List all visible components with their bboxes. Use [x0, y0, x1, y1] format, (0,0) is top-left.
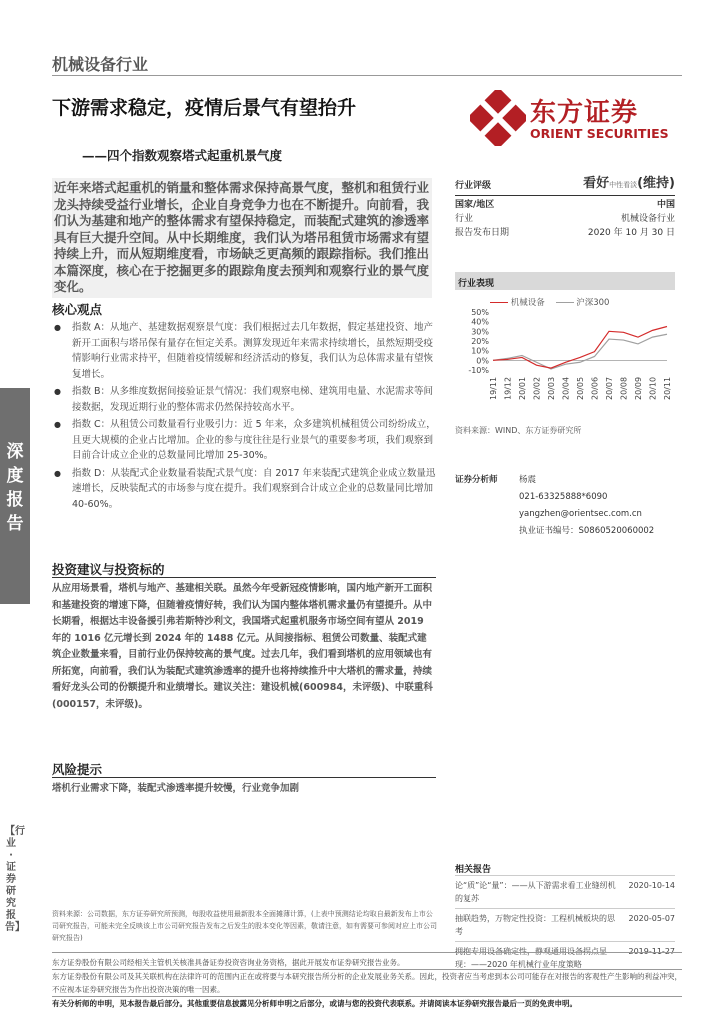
- rating-row: [455, 170, 675, 196]
- x-tick-label: 20/04: [561, 376, 571, 400]
- related-item[interactable]: 抽联趋势，万物定性投资：工程机械板块的思考 2020-05-07: [455, 908, 675, 941]
- y-tick-label: 0%: [476, 356, 489, 366]
- related-item[interactable]: 论“质”论“量”：——从下游需求看工业缝纫机的复苏 2020-10-14: [455, 875, 675, 908]
- y-tick-label: 20%: [471, 337, 489, 346]
- x-tick-label: 20/01: [518, 376, 527, 400]
- side-tab-report-type: [0, 388, 30, 604]
- summary-box: 近年来塔式起重机的销量和整体需求保持高景气度，整机和租赁行业龙头持续受益行业增长，企业自身竞争力也在不断提升。向前看，我们认为基建和地产的整体需求有望保持稳定，而装配式建筑的渗透率具有巨大提升空间。从中长期维度，我们认为塔吊租赁市场需求有望持续上升，而从短期维度看，市场缺乏更高频的跟踪指标。我们推出本篇深度，核心在于挖掘更多的跟踪角度去预判和观察行业的景气度变化。: [52, 178, 432, 298]
- header-rule: [52, 75, 682, 76]
- footer-line-2: 东方证券股份有限公司及其关联机构在法律许可的范围内正在或将要与本研究报告所分析的企业发展业务关系。因此，投资者应当考虑到本公司可能存在对报告的客观性产生影响的利益冲突，不应视本证券研究报告为作出投资决策的唯一因素。: [52, 969, 682, 996]
- legend-label-b: 沪深300: [576, 298, 610, 308]
- x-tick-label: 20/09: [634, 376, 643, 400]
- x-tick-label: 20/10: [648, 376, 658, 400]
- footer-line-1: 东方证券股份有限公司经相关主管机关核准具备证券投资咨询业务资格，据此开展发布证券研究报告业务。: [52, 958, 405, 967]
- bullet-item: ● 指数 C：从租赁公司数量看行业吸引力：近 5 年来，众多建筑机械租赁公司纷纷成立，且更大规模的企业占比增加。企业的参与度往往是行业景气的重要参考项，我们观察到目前合计成立企业的总数量同比增加 25-30%。: [52, 417, 436, 464]
- y-tick-label: 40%: [471, 317, 489, 327]
- sector-label: 机械设备行业: [52, 55, 149, 74]
- disclosure-note: 资料来源：公司数据，东方证券研究所预测，每股收益使用最新股本全面摊薄计算，(上表中预测结论均取自最新发布上市公司研究报告，可能未完全反映该上市公司研究报告发布之后发生的股本变化等因素，敬请注意，如有需要可参阅对应上市公司研究报告): [52, 910, 437, 942]
- y-tick-label: 50%: [471, 308, 489, 317]
- analyst-label: 证券分析师: [455, 475, 498, 485]
- rating-label: 行业评级: [455, 181, 492, 191]
- chart-source: 资料来源：WIND、东方证券研究所: [455, 426, 582, 435]
- side-tab-category: [0, 826, 25, 946]
- analyst-email[interactable]: yangzhen@orientsec.com.cn: [519, 509, 642, 519]
- company-logo: [470, 88, 680, 152]
- bullet-item: ● 指数 D：从装配式企业数量看装配式景气度：自 2017 年来装配式建筑企业成立数量迅速增长，反映装配式的市场参与度在提升。我们观察到合计成立企业的总数量同比增加 40-60%。: [52, 466, 436, 513]
- report-subtitle: ——四个指数观察塔式起重机景气度: [82, 148, 283, 163]
- y-tick-label: 10%: [471, 346, 489, 356]
- risk-text: 塔机行业需求下降，装配式渗透率提升较慢，行业竞争加剧: [52, 783, 300, 794]
- section-rule: [52, 577, 436, 578]
- info-row: 国家/地区 中国: [455, 200, 675, 210]
- analyst-name: 杨震: [519, 475, 537, 485]
- investment-text: 从应用场景看，塔机与地产、基建相关联。虽然今年受新冠疫情影响，国内地产新开工面积和基建投资的增速下降，但随着疫情好转，我们认为国内整体塔机需求量仍有望提升。从中长期看，根据达丰设备援引弗若斯特沙利文，我国塔式起重机服务市场空间有望从 2019 年的 1016 亿元增长到 2024 年的 1488 亿元。从间接指标、租赁公司数量、装配式建筑企业数量来看，目前行业仍保持较高的景气度。过去几年，我们看到塔机的应用领域也有所拓宽，向前看，我们认为装配式建筑渗透率的提升也将持续推升中大塔机的需求量，持续看好龙头公司的份额提升和业绩增长。建议关注：建设机械(600984，未评级)、中联重科(000157，未评级)。: [52, 583, 433, 710]
- section-rule: [52, 777, 436, 778]
- performance-chart: [455, 302, 675, 417]
- investment-heading: 投资建议与投资标的: [52, 562, 165, 577]
- core-bullets: [52, 320, 436, 514]
- logo-text-cn: 东方证券: [530, 98, 639, 128]
- analyst-block: [455, 472, 675, 540]
- x-tick-label: 20/03: [547, 376, 556, 400]
- x-tick-label: 20/08: [619, 376, 629, 400]
- rating-maintain: (维持): [637, 176, 675, 191]
- x-tick-label: 20/05: [576, 376, 585, 400]
- x-tick-label: 20/02: [532, 376, 542, 400]
- bullet-item: ● 指数 B：从多维度数据间接验证景气情况：我们观察电梯、建筑用电量、水泥需求等间接数据，发现近期行业的整体需求仍然保持较高水平。: [52, 384, 436, 415]
- rating-value: [583, 172, 675, 191]
- related-item[interactable]: 拥抱专用设备确定性，静观通用设备拐点显现：——2020 年机械行业年度策略 2019-11-27: [455, 941, 675, 974]
- logo-text-en: ORIENT SECURITIES: [530, 126, 669, 141]
- footer-line-3: 有关分析师的申明，见本报告最后部分。其他重要信息披露见分析师申明之后部分，或请与您的投资代表联系。并请阅读本证券研究报告最后一页的免责申明。: [52, 996, 682, 1010]
- perf-heading: 行业表现: [455, 272, 675, 290]
- analyst-cert: 执业证书编号：S0860520060002: [519, 526, 655, 536]
- footer: [52, 952, 682, 1010]
- side-tab2-text: 【行业·证券研究报告】: [5, 826, 25, 933]
- x-tick-label: 20/11: [663, 376, 672, 400]
- analyst-phone: 021-63325888*6090: [519, 492, 608, 502]
- x-tick-label: 19/12: [503, 376, 513, 400]
- related-heading: 相关报告: [455, 865, 492, 875]
- y-tick-label: 30%: [471, 327, 489, 337]
- bullet-item: ● 指数 A：从地产、基建数据观察景气度：我们根据过去几年数据，假定基建投资、地产新开工面积与塔吊保有量存在恒定关系。测算发现近年来需求持续增长，虽然短期受疫情影响行业需求持平，但随着疫情缓解和经济活动的修复，我们认为总体需求量有望恢复增长。: [52, 320, 436, 382]
- x-tick-label: 20/06: [590, 376, 600, 400]
- x-tick-label: 19/11: [489, 376, 498, 400]
- y-tick-label: -10%: [468, 366, 489, 375]
- x-tick-label: 20/07: [605, 376, 614, 400]
- side-tab-text: 深度报告: [6, 442, 24, 534]
- series-line-csi300: [493, 334, 667, 369]
- info-row: 报告发布日期 2020 年 10 月 30 日: [455, 228, 675, 238]
- rating-info: [455, 198, 675, 240]
- rating-neutral: 中性看淡: [609, 181, 638, 189]
- logo-mark-icon: [470, 90, 526, 146]
- legend-label-a: 机械设备: [510, 298, 545, 308]
- core-heading: 核心观点: [52, 302, 103, 317]
- info-row: 行业 机械设备行业: [455, 214, 675, 224]
- rating-main: 看好: [583, 176, 610, 191]
- report-title: 下游需求稳定，疫情后景气有望抬升: [52, 97, 357, 119]
- risk-heading: 风险提示: [52, 762, 103, 777]
